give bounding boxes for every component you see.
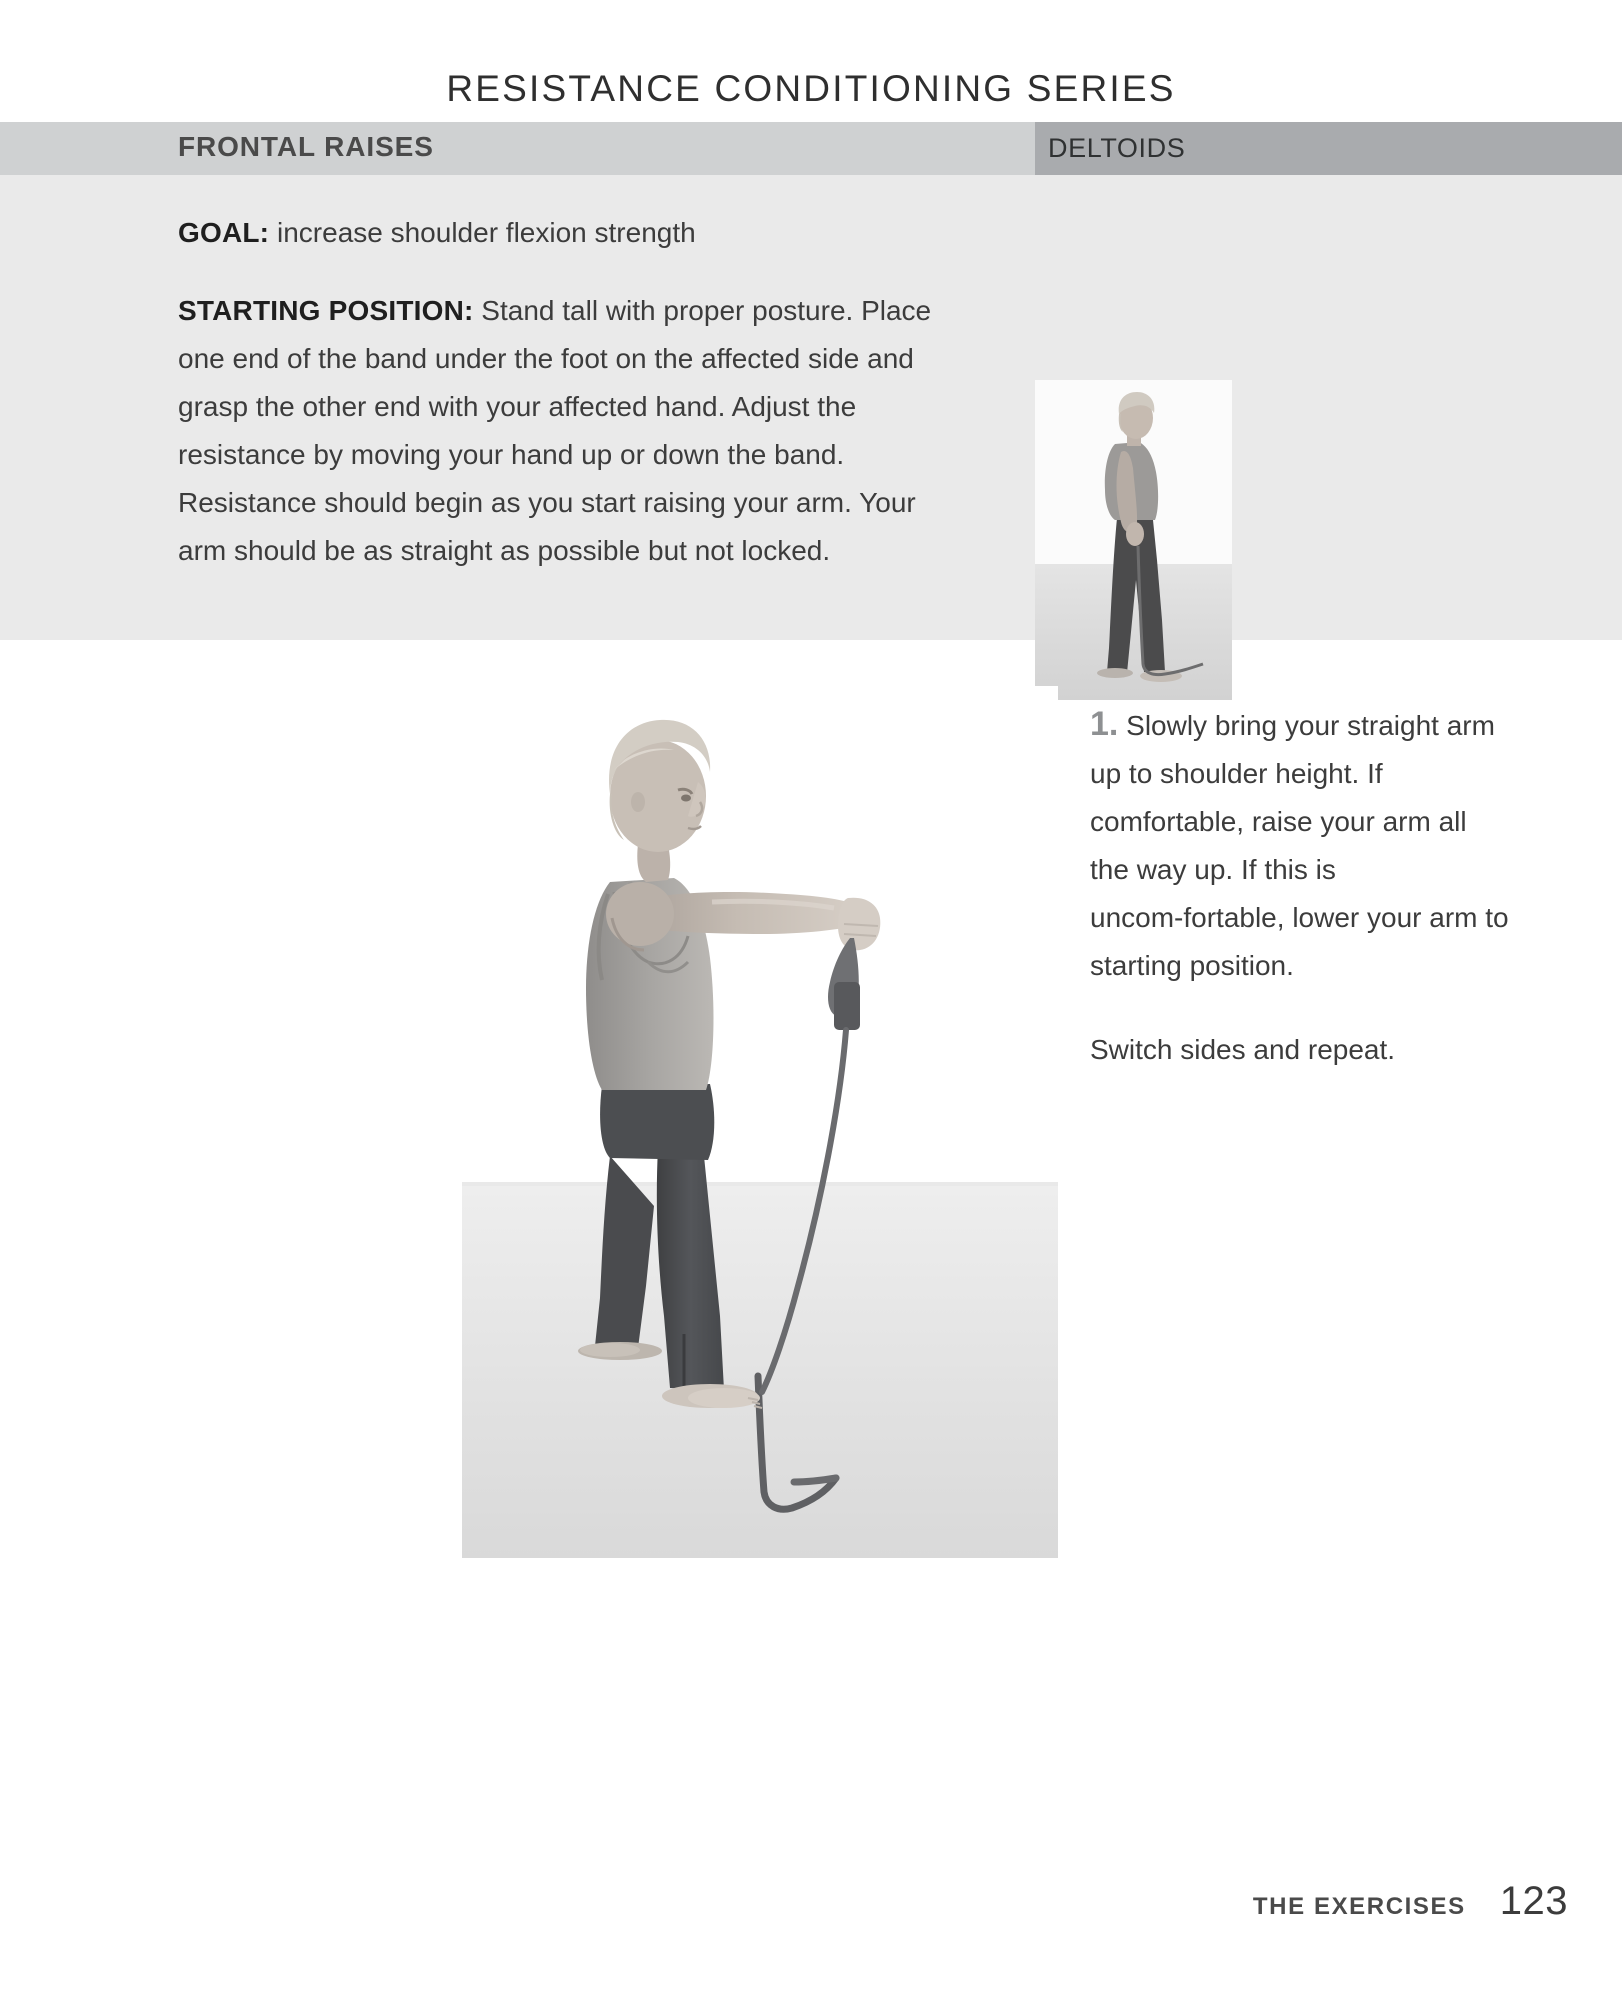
page-title: RESISTANCE CONDITIONING SERIES (446, 68, 1176, 109)
exercise-step-photo-graphic (462, 686, 1058, 1558)
exercise-name-label: FRONTAL RAISES (178, 131, 434, 162)
step-instruction-column (1090, 700, 1510, 1074)
exercise-name-band (0, 122, 1035, 175)
footer-page-number: 123 (1499, 1879, 1568, 1923)
footer-section-label: THE EXERCISES (1252, 1893, 1466, 1920)
starting-position-label: STARTING POSITION: (178, 295, 474, 326)
goal-label: GOAL: (178, 217, 270, 248)
starting-position-photo-graphic (1035, 380, 1232, 700)
step-number-label: 1. (1090, 705, 1119, 743)
exercise-header-band (0, 122, 1622, 175)
goal-text: increase shoulder flexion strength (269, 217, 696, 248)
starting-position-photo (1035, 380, 1232, 700)
intro-text-block (178, 209, 948, 575)
starting-position-text: Stand tall with proper posture. Place one end of the band under the foot on the affected side and grasp the other end with your affected hand. Adjust the resistance by moving your hand up or down the band. Resistance should begin as you start raising your arm. Your arm should be as straight as possible but not locked. (178, 295, 932, 566)
step-instruction-paragraph (1090, 700, 1510, 990)
muscle-group-label: DELTOIDS (1048, 133, 1186, 163)
step-instruction-text: Slowly bring your straight arm up to shoulder height. If comfortable, raise your arm all the way up. If this is uncom‑fortable, lower your arm to starting position. (1090, 710, 1509, 981)
exercise-step-photo (462, 686, 1058, 1558)
switch-sides-text: Switch sides and repeat. (1090, 1034, 1396, 1065)
goal-paragraph (178, 209, 948, 257)
intro-panel (0, 175, 1622, 640)
page-footer (1253, 1879, 1568, 1924)
starting-position-paragraph (178, 287, 948, 575)
